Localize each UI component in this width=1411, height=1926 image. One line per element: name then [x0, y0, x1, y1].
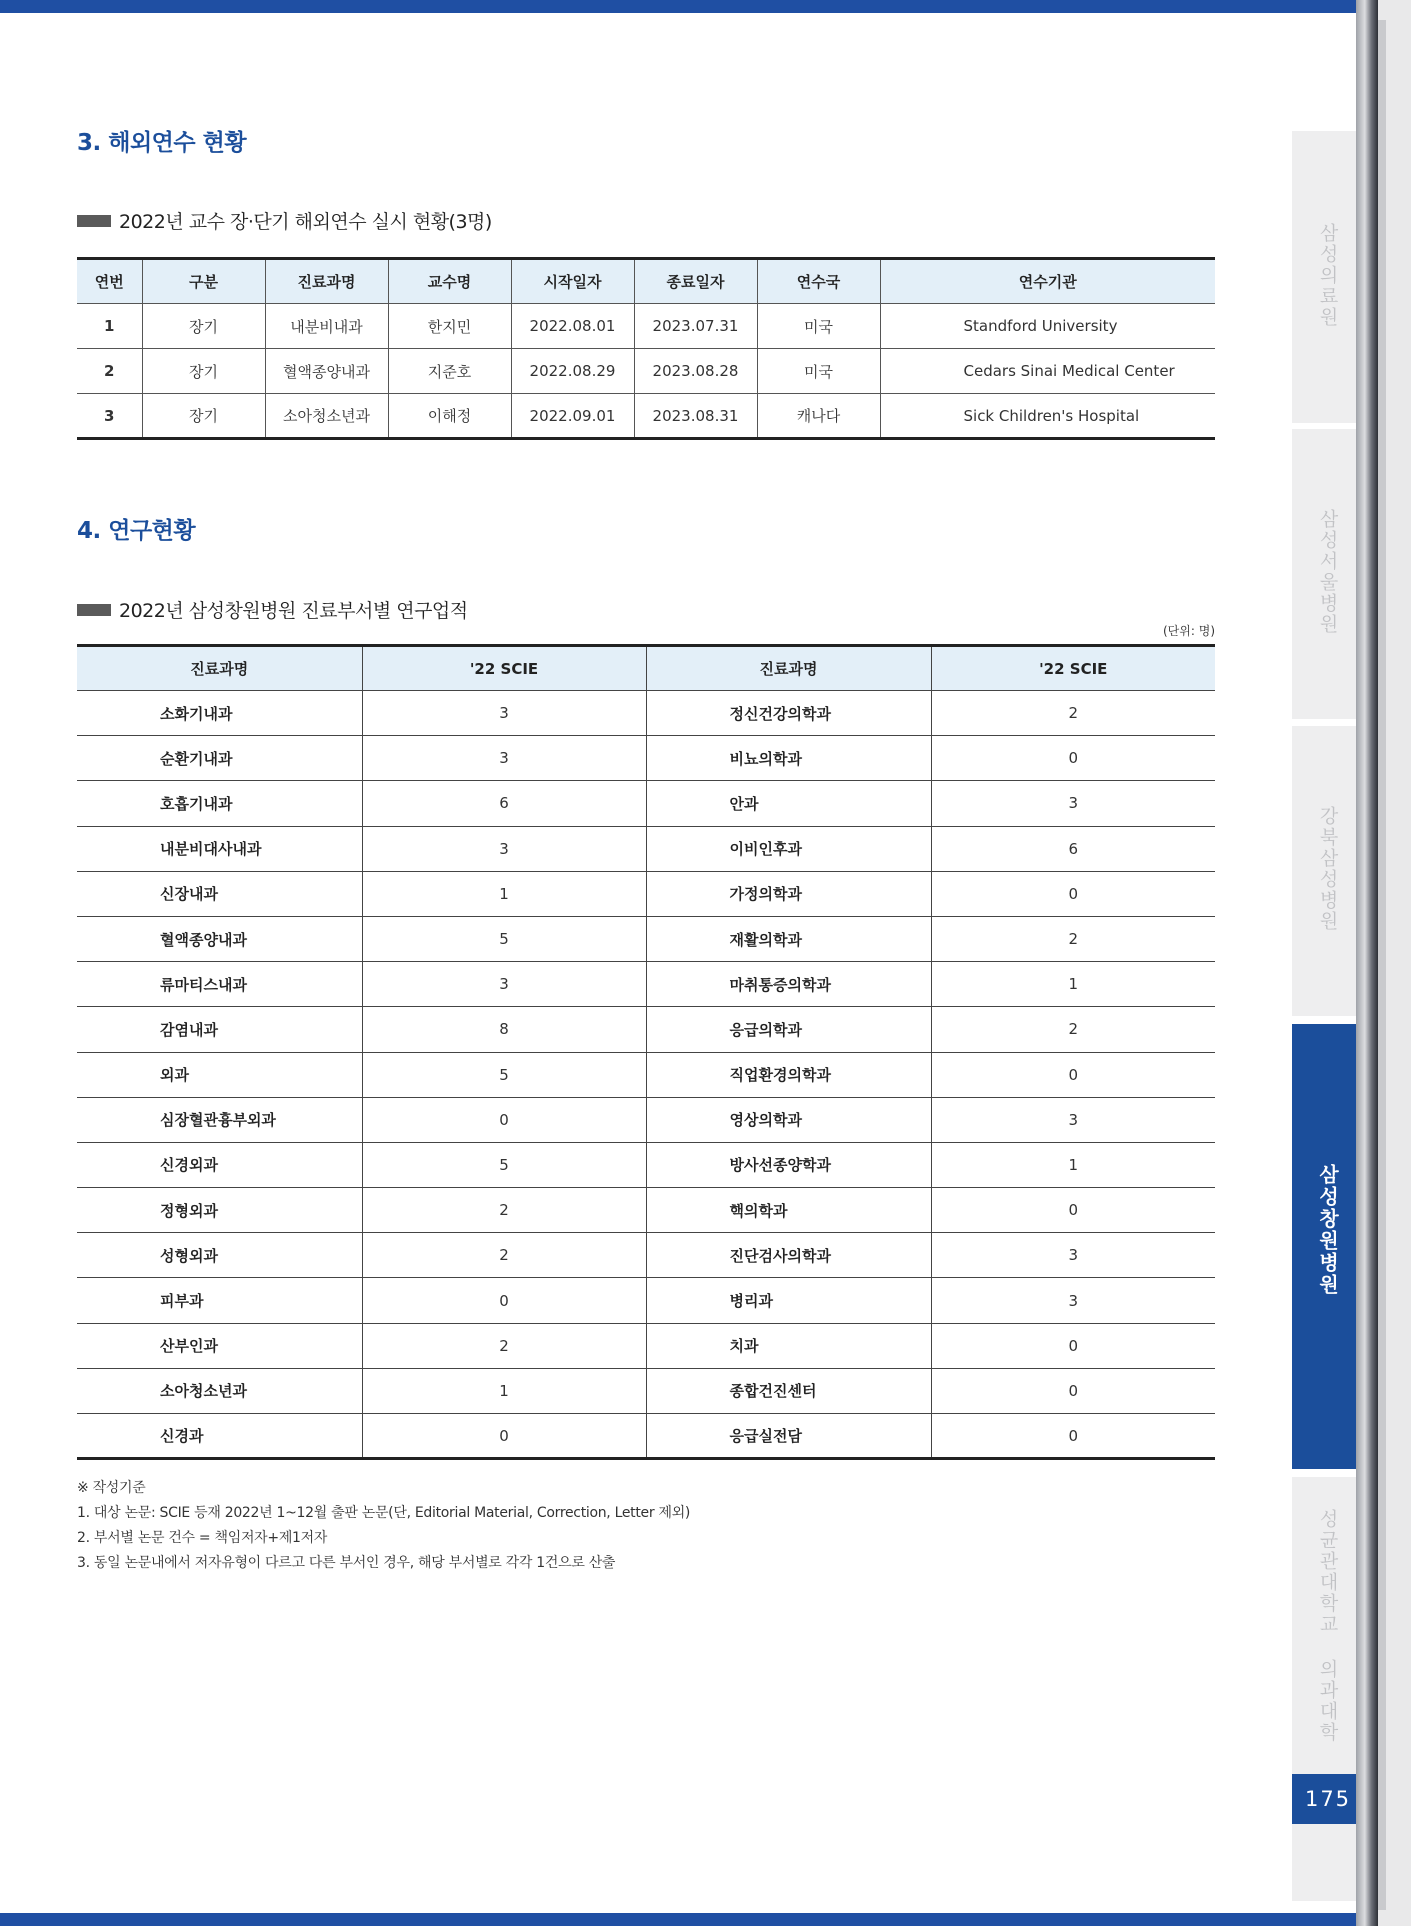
side-tab-samsung-medical-center[interactable] — [1292, 131, 1364, 423]
cell-scie-count: 3 — [931, 781, 1215, 826]
cell-dept: 소화기내과 — [77, 691, 362, 736]
table-row — [77, 1052, 1215, 1097]
cell-scie-count: 0 — [931, 1052, 1215, 1097]
table-row — [77, 1323, 1215, 1368]
header-cell: 진료과명 — [77, 646, 362, 691]
cell-scie-count: 3 — [931, 1233, 1215, 1278]
notes-block — [77, 1476, 690, 1576]
cell-country: 미국 — [757, 349, 880, 394]
cell-scie-count: 0 — [931, 1188, 1215, 1233]
cell-dept: 내분비내과 — [265, 304, 388, 349]
cell-scie-count: 3 — [362, 691, 646, 736]
cell-end: 2023.08.28 — [634, 349, 757, 394]
cell-scie-count: 5 — [362, 1052, 646, 1097]
research-table — [77, 644, 1215, 1460]
section4-subtitle-text: 2022년 삼성창원병원 진료부서별 연구업적 — [119, 600, 468, 622]
section4-subtitle — [77, 596, 468, 623]
unit-label: (단위: 명) — [1163, 624, 1215, 638]
cell-dept: 병리과 — [646, 1278, 931, 1323]
cell-scie-count: 0 — [362, 1278, 646, 1323]
cell-dept: 종합건진센터 — [646, 1368, 931, 1413]
cell-dept: 핵의학과 — [646, 1188, 931, 1233]
cell-institution: Cedars Sinai Medical Center — [880, 349, 1215, 394]
cell-dept: 호흡기내과 — [77, 781, 362, 826]
table-row — [77, 736, 1215, 781]
cell-dept: 혈액종양내과 — [265, 349, 388, 394]
cell-dept: 심장혈관흉부외과 — [77, 1097, 362, 1142]
cell-dept: 순환기내과 — [77, 736, 362, 781]
section3-subtitle — [77, 207, 492, 234]
cell-scie-count: 0 — [931, 1368, 1215, 1413]
cell-professor: 지준호 — [388, 349, 511, 394]
cell-dept: 외과 — [77, 1052, 362, 1097]
page-edge-shadow — [1378, 20, 1386, 1910]
cell-scie-count: 6 — [931, 826, 1215, 871]
cell-dept: 마취통증의학과 — [646, 962, 931, 1007]
header-cell: 진료과명 — [646, 646, 931, 691]
side-tab-label: 성균관대학교 의과대학 — [1316, 1509, 1339, 1743]
cell-dept: 이비인후과 — [646, 826, 931, 871]
cell-scie-count: 5 — [362, 1142, 646, 1187]
side-tab-skku-medicine[interactable] — [1292, 1477, 1364, 1901]
cell-dept: 가정의학과 — [646, 871, 931, 916]
table-header-row — [77, 259, 1215, 304]
cell-scie-count: 1 — [362, 1368, 646, 1413]
cell-dept: 피부과 — [77, 1278, 362, 1323]
cell-type: 장기 — [142, 394, 265, 439]
cell-dept: 직업환경의학과 — [646, 1052, 931, 1097]
table-row — [77, 691, 1215, 736]
cell-scie-count: 5 — [362, 916, 646, 961]
cell-scie-count: 8 — [362, 1007, 646, 1052]
cell-end: 2023.07.31 — [634, 304, 757, 349]
section3-subtitle-text: 2022년 교수 장·단기 해외연수 실시 현황(3명) — [119, 211, 492, 233]
cell-scie-count: 0 — [931, 1414, 1215, 1459]
cell-no: 2 — [77, 349, 142, 394]
note-line: ※ 작성기준 — [77, 1480, 146, 1496]
cell-professor: 이해정 — [388, 394, 511, 439]
cell-dept: 혈액종양내과 — [77, 916, 362, 961]
cell-dept: 소아청소년과 — [77, 1368, 362, 1413]
cell-end: 2023.08.31 — [634, 394, 757, 439]
table-row — [77, 871, 1215, 916]
cell-dept: 신경과 — [77, 1414, 362, 1459]
header-cell: 진료과명 — [265, 259, 388, 304]
bottom-accent-bar — [0, 1913, 1364, 1926]
note-line: 1. 대상 논문: SCIE 등재 2022년 1~12월 출판 논문(단, Editorial Material, Correction, Letter 제외) — [77, 1505, 691, 1521]
cell-start: 2022.08.01 — [511, 304, 634, 349]
side-tab-label: 강북삼성병원 — [1316, 806, 1339, 932]
table-row — [77, 916, 1215, 961]
table-row — [77, 962, 1215, 1007]
cell-scie-count: 2 — [362, 1233, 646, 1278]
table-row — [77, 1142, 1215, 1187]
cell-scie-count: 3 — [362, 736, 646, 781]
table-row — [77, 394, 1215, 439]
cell-dept: 신경외과 — [77, 1142, 362, 1187]
header-cell: '22 SCIE — [931, 646, 1215, 691]
cell-dept: 내분비대사내과 — [77, 826, 362, 871]
cell-scie-count: 0 — [931, 1323, 1215, 1368]
cell-dept: 류마티스내과 — [77, 962, 362, 1007]
cell-no: 3 — [77, 394, 142, 439]
header-cell: '22 SCIE — [362, 646, 646, 691]
header-cell: 시작일자 — [511, 259, 634, 304]
header-cell: 교수명 — [388, 259, 511, 304]
page-edge — [1356, 0, 1378, 1926]
cell-scie-count: 1 — [931, 962, 1215, 1007]
cell-scie-count: 0 — [931, 871, 1215, 916]
cell-scie-count: 0 — [362, 1097, 646, 1142]
table-row — [77, 826, 1215, 871]
cell-dept: 방사선종양학과 — [646, 1142, 931, 1187]
header-cell: 연수국 — [757, 259, 880, 304]
cell-scie-count: 0 — [931, 736, 1215, 781]
overseas-training-table — [77, 257, 1215, 440]
side-tab-label: 삼성서울병원 — [1316, 509, 1339, 635]
cell-type: 장기 — [142, 349, 265, 394]
table-row — [77, 349, 1215, 394]
section3-title: 3. 해외연수 현황 — [77, 130, 247, 156]
cell-institution: Standford University — [880, 304, 1215, 349]
cell-type: 장기 — [142, 304, 265, 349]
cell-dept: 치과 — [646, 1323, 931, 1368]
cell-scie-count: 3 — [362, 826, 646, 871]
cell-dept: 응급의학과 — [646, 1007, 931, 1052]
header-cell: 종료일자 — [634, 259, 757, 304]
table-row — [77, 1278, 1215, 1323]
cell-country: 캐나다 — [757, 394, 880, 439]
cell-scie-count: 2 — [931, 1007, 1215, 1052]
cell-dept: 정형외과 — [77, 1188, 362, 1233]
side-tab-label: 삼성창원병원 — [1315, 1164, 1340, 1296]
table-row — [77, 304, 1215, 349]
cell-dept: 소아청소년과 — [265, 394, 388, 439]
cell-dept: 신장내과 — [77, 871, 362, 916]
cell-professor: 한지민 — [388, 304, 511, 349]
cell-dept: 진단검사의학과 — [646, 1233, 931, 1278]
cell-start: 2022.08.29 — [511, 349, 634, 394]
cell-no: 1 — [77, 304, 142, 349]
side-tab-label: 삼성의료원 — [1316, 223, 1339, 328]
cell-scie-count: 1 — [362, 871, 646, 916]
table-row — [77, 1097, 1215, 1142]
cell-dept: 감염내과 — [77, 1007, 362, 1052]
research-table-body — [77, 691, 1215, 1459]
side-tab-samsung-changwon-hospital[interactable] — [1292, 1024, 1364, 1469]
subtitle-marker — [77, 604, 111, 616]
table-row — [77, 781, 1215, 826]
table-header-row — [77, 646, 1215, 691]
side-tab-samsung-seoul-hospital[interactable] — [1292, 429, 1364, 719]
cell-scie-count: 2 — [362, 1323, 646, 1368]
cell-start: 2022.09.01 — [511, 394, 634, 439]
cell-dept: 영상의학과 — [646, 1097, 931, 1142]
cell-dept: 정신건강의학과 — [646, 691, 931, 736]
header-cell: 구분 — [142, 259, 265, 304]
cell-scie-count: 6 — [362, 781, 646, 826]
cell-scie-count: 1 — [931, 1142, 1215, 1187]
cell-dept: 안과 — [646, 781, 931, 826]
header-cell: 연번 — [77, 259, 142, 304]
note-line: 2. 부서별 논문 건수 = 책임저자+제1저자 — [77, 1530, 328, 1546]
cell-scie-count: 3 — [362, 962, 646, 1007]
cell-scie-count: 0 — [362, 1414, 646, 1459]
note-line: 3. 동일 논문내에서 저자유형이 다르고 다른 부서인 경우, 해당 부서별로 각각 1건으로 산출 — [77, 1555, 616, 1571]
table-row — [77, 1188, 1215, 1233]
table-row — [77, 1368, 1215, 1413]
cell-dept: 응급실전담 — [646, 1414, 931, 1459]
cell-country: 미국 — [757, 304, 880, 349]
page-number: 175 — [1292, 1774, 1364, 1824]
cell-scie-count: 3 — [931, 1278, 1215, 1323]
table-row — [77, 1233, 1215, 1278]
cell-scie-count: 3 — [931, 1097, 1215, 1142]
cell-dept: 산부인과 — [77, 1323, 362, 1368]
cell-scie-count: 2 — [931, 916, 1215, 961]
table-row — [77, 1007, 1215, 1052]
cell-dept: 비뇨의학과 — [646, 736, 931, 781]
table-row — [77, 1414, 1215, 1459]
cell-scie-count: 2 — [362, 1188, 646, 1233]
cell-dept: 재활의학과 — [646, 916, 931, 961]
side-tab-kangbuk-samsung-hospital[interactable] — [1292, 726, 1364, 1016]
cell-institution: Sick Children's Hospital — [880, 394, 1215, 439]
section4-title: 4. 연구현황 — [77, 518, 196, 544]
cell-dept: 성형외과 — [77, 1233, 362, 1278]
header-cell: 연수기관 — [880, 259, 1215, 304]
subtitle-marker — [77, 215, 111, 227]
top-accent-bar — [0, 0, 1364, 13]
cell-scie-count: 2 — [931, 691, 1215, 736]
